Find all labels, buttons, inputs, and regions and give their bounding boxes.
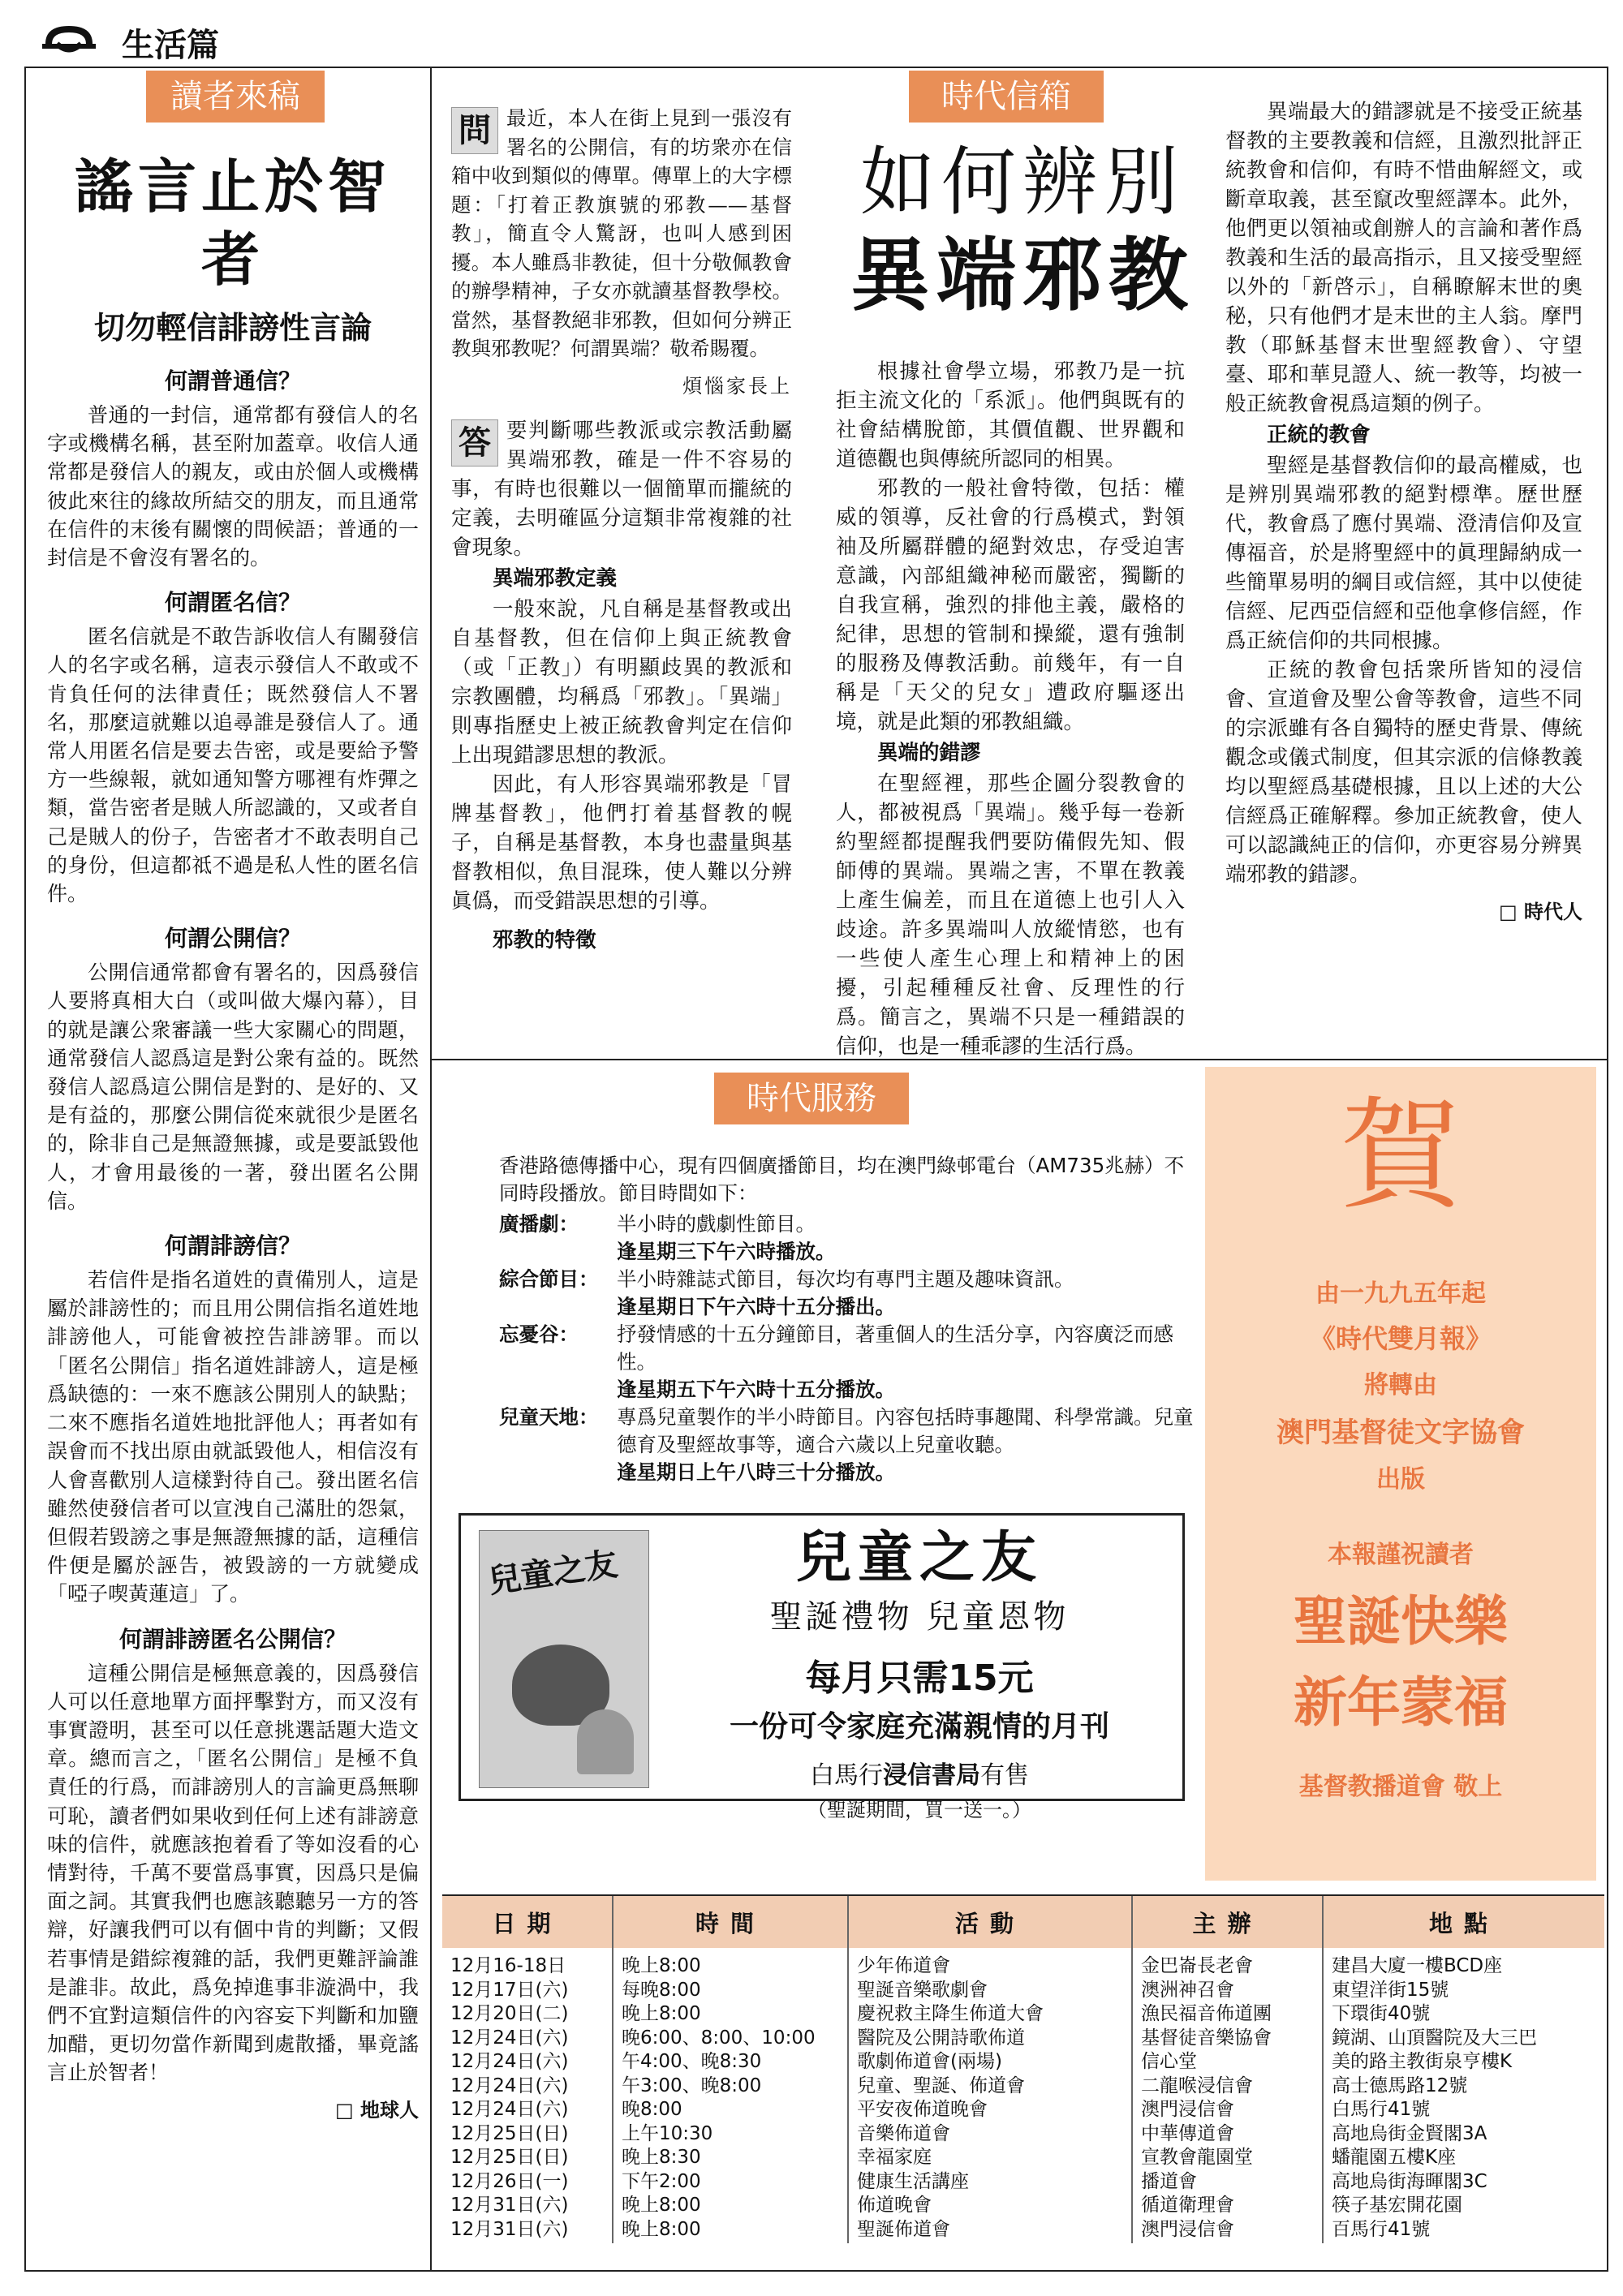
events-cell: 澳門浸信會 xyxy=(1141,2218,1234,2240)
events-cell: 高地烏街金賢閣3A xyxy=(1332,2122,1487,2144)
events-cell: 聖誕音樂歌劇會 xyxy=(857,1979,988,2001)
greeting-line5: 出版 xyxy=(1376,1465,1425,1494)
events-cell: 澳門浸信會 xyxy=(1141,2099,1234,2120)
program-description: 抒發情感的十五分鐘節目，著重個人的生活分享，內容廣泛而感性。 xyxy=(617,1322,1173,1374)
ad-slogan: 聖誕禮物 兒童恩物 xyxy=(769,1598,1070,1636)
greeting-line4: 澳門基督徒文字協會 xyxy=(1276,1417,1525,1449)
events-column-header: 時間 xyxy=(613,1896,848,1948)
section-logo-icon xyxy=(41,19,97,57)
program-row xyxy=(499,1266,1197,1293)
ad-seller-suffix: 有售 xyxy=(980,1761,1029,1790)
mailbox-col-1 xyxy=(451,104,792,957)
question-signature: 煩惱家長上 xyxy=(682,374,792,398)
events-cell: 高士德馬路12號 xyxy=(1332,2075,1468,2096)
mailbox-col-2 xyxy=(836,357,1185,1059)
mailbox-title-line1: 如何辨別 xyxy=(859,139,1185,226)
program-time: 逢星期日下午六時十五分播出。 xyxy=(617,1295,895,1318)
events-cell: 上午10:30 xyxy=(622,2122,713,2144)
events-cell: 漁民福音佈道團 xyxy=(1141,2003,1272,2024)
events-cell: 12月16-18日 xyxy=(450,1955,566,1976)
readers-question-heading: 何謂匿名信？ xyxy=(164,589,301,617)
greeting-char: 賀 xyxy=(1339,1086,1462,1227)
events-cell: 白馬行41號 xyxy=(1332,2099,1431,2120)
program-name: 綜合節目： xyxy=(499,1267,599,1291)
events-cell: 每晚8:00 xyxy=(622,1979,701,2001)
events-cell: 少年佈道會 xyxy=(857,1955,950,1976)
paragraph-definition-1: 一般來說，凡自稱是基督教或出自基督教，但在信仰上與正統教會（或「正教」）有明顯歧異的教派和宗教團體，均稱爲「邪教」。「異端」則專指歷史上被正統教會判定在信仰上出現錯謬思想的教派。 xyxy=(451,596,792,767)
events-cell: 晚上8:30 xyxy=(622,2147,701,2168)
program-time: 逢星期五下午六時十五分播放。 xyxy=(617,1378,895,1401)
program-time: 逢星期三下午六時播放。 xyxy=(617,1240,836,1263)
mailbox-title-block xyxy=(820,138,1225,325)
ad-seller-street: 白馬行 xyxy=(810,1761,883,1790)
events-cell: 聖誕佈道會 xyxy=(857,2218,950,2240)
heading-traits: 邪教的特徵 xyxy=(493,927,596,952)
events-cell: 12月24日(六) xyxy=(450,2075,569,2096)
events-cell: 晚上8:00 xyxy=(622,2003,701,2024)
events-cell: 澳洲神召會 xyxy=(1141,1979,1234,2001)
events-cell: 百馬行41號 xyxy=(1332,2218,1431,2240)
events-column xyxy=(442,1948,613,2243)
magazine-cover xyxy=(479,1530,649,1788)
readers-article xyxy=(47,150,419,2122)
events-cell: 高地烏街海暉閣3C xyxy=(1332,2170,1487,2192)
answer-intro: 要判斷哪些教派或宗教活動屬異端邪教，確是一件不容易的事，有時也很難以一個簡單而攏統的定義，去明確區分這類非常複雜的社會現象。 xyxy=(451,418,792,560)
events-column xyxy=(1132,1948,1323,2243)
question-mark-box: 問 xyxy=(451,107,498,154)
program-description: 專爲兒童製作的半小時節目。內容包括時事趣聞、科學常識。兒童德育及聖經故事等，適合六歲以上兒童收聽。 xyxy=(617,1405,1194,1456)
readers-subtitle: 切勿輕信誹謗性言論 xyxy=(93,310,372,346)
events-cell: 兒童、聖誕、佈道會 xyxy=(857,2075,1025,2096)
paragraph-errors-2: 異端最大的錯謬就是不接受正統基督教的主要教義和信經，且激烈批評正統教會和信仰，有時不惜曲解經文，或斷章取義，甚至竄改聖經譯本。此外，他們更以領袖或創辦人的言論和著作爲教義和生活的最高指示，且又接受聖經以外的「新啓示」，自稱瞭解末世的奧秘，只有他們才是末世的主人翁。摩門教（耶穌基督末世聖經教會）、守望臺、耶和華見證人、統一教等，均被一般正統教會視爲這類的例子。 xyxy=(1225,100,1582,416)
events-table-wrap xyxy=(442,1894,1604,2269)
section-title: 生活篇 xyxy=(122,27,219,64)
events-column-header: 地點 xyxy=(1323,1896,1604,1948)
events-cell: 金巴崙長老會 xyxy=(1141,1955,1253,1976)
events-cell: 12月24日(六) xyxy=(450,2099,569,2120)
ad-promo: （聖誕期間，買一送一。） xyxy=(807,1799,1031,1821)
events-cell: 筷子基宏開花園 xyxy=(1332,2195,1462,2216)
events-column xyxy=(1323,1948,1604,2243)
events-cell: 健康生活講座 xyxy=(857,2170,969,2192)
readers-label: 讀者來稿 xyxy=(146,71,325,123)
program-row xyxy=(499,1404,1197,1459)
events-cell: 建昌大廈一樓BCD座 xyxy=(1332,1955,1503,1976)
program-name: 廣播劇： xyxy=(499,1212,579,1236)
greeting-line2: 《時代雙月報》 xyxy=(1309,1323,1492,1354)
greeting-wish2: 新年蒙福 xyxy=(1294,1670,1508,1734)
readers-question-heading: 何謂誹謗匿名公開信？ xyxy=(118,1625,347,1653)
events-column-header: 主辦 xyxy=(1132,1896,1323,1948)
ad-box xyxy=(458,1513,1185,1821)
events-cell: 午3:00、晚8:00 xyxy=(622,2075,762,2096)
events-cell: 晚上8:00 xyxy=(622,2195,701,2216)
events-cell: 鏡湖、山頂醫院及大三巴 xyxy=(1332,2027,1537,2049)
greeting-box xyxy=(1205,1067,1596,1881)
events-cell: 平安夜佈道晚會 xyxy=(857,2099,988,2120)
events-cell: 12月26日(一) xyxy=(450,2170,569,2192)
events-cell: 晚上8:00 xyxy=(622,1955,701,1976)
mailbox-label: 時代信箱 xyxy=(909,71,1104,123)
ad-text xyxy=(664,1516,1175,1824)
program-description: 半小時雜誌式節目，每次均有專門主題及趣味資訊。 xyxy=(617,1267,1074,1291)
readers-question-heading: 何謂普通信？ xyxy=(164,368,301,394)
mailbox-col-3 xyxy=(1225,97,1582,924)
readers-body xyxy=(47,363,419,2087)
service-intro: 香港路德傳播中心，現有四個廣播節目，均在澳門綠邨電台（AM735兆赫）不同時段播放。節目時間如下： xyxy=(499,1154,1185,1205)
readers-signature: □ 地球人 xyxy=(334,2097,419,2122)
readers-paragraph: 這種公開信是極無意義的，因爲發信人可以任意地單方面抨擊對方，而又沒有事實證明，甚至可以任意挑選話題大造文章。總而言之，「匿名公開信」是極不負責任的行爲，而誹謗別人的言論更爲無聊可恥，讀者們如果收到任何上述有誹謗意味的信件，就應該抱着看了等如沒看的心情對待，千萬不要當爲事實，因爲只是偏面之詞。其實我們也應該聽聽另一方的答辯，好讓我們可以有個中肯的判斷；又假若事情是錯綜複雜的話，我們更難評論誰是誰非。故此，爲免掉進事非漩渦中，我們不宜對這類信件的內容妄下判斷和加鹽加醋，更切勿當作新聞到處散播，畢竟謠言止於智者！ xyxy=(47,1661,419,2085)
readers-paragraph: 若信件是指名道姓的責備別人，這是屬於誹謗性的；而且用公開信指名道姓地誹謗他人，可能會被控告誹謗罪。而以「匿名公開信」指名道姓誹謗人，這是極爲缺德的：一來不應該公開別人的缺點；二來不應指名道姓地批評他人；再者如有誤會而不找出原由就詆毀他人，相信沒有人會喜歡別人這樣對待自己。發出匿名信雖然使發信者可以宣洩自己滿肚的怨氣，但假若毀謗之事是無證無據的話，這種信件便是屬於誣告，被毀謗的一方就變成「啞子喫黃蓮這」了。 xyxy=(47,1268,419,1606)
ad-tagline: 一份可令家庭充滿親情的月刊 xyxy=(729,1710,1109,1743)
events-cell: 美的路主教街泉亨樓K xyxy=(1332,2051,1513,2072)
readers-question-heading: 何謂公開信？ xyxy=(164,925,301,952)
events-cell: 蟠龍園五樓K座 xyxy=(1332,2147,1457,2168)
events-cell: 晚上8:00 xyxy=(622,2218,701,2240)
greeting-from: 基督教播道會 敬上 xyxy=(1298,1773,1503,1801)
program-description: 半小時的戲劇性節目。 xyxy=(617,1212,816,1236)
events-cell: 醫院及公開詩歌佈道 xyxy=(857,2027,1025,2049)
ad-seller xyxy=(664,1756,1175,1796)
events-cell: 12月17日(六) xyxy=(450,1979,569,2001)
paragraph-definition-2: 因此，有人形容異端邪教是「冒牌基督教」，他們打着基督教的幌子，自稱是基督教，本身也盡量與基督教相似，魚目混珠，使人難以分辨眞僞，而受錯誤思想的引導。 xyxy=(451,772,792,914)
events-cell: 午4:00、晚8:30 xyxy=(622,2051,762,2072)
events-cell: 12月25日(日) xyxy=(450,2147,569,2168)
service-programs xyxy=(499,1210,1197,1486)
events-cell: 信心堂 xyxy=(1141,2051,1197,2072)
greeting-line1: 由一九九五年起 xyxy=(1315,1279,1486,1308)
events-cell: 下午2:00 xyxy=(622,2170,701,2192)
page-header xyxy=(41,18,284,64)
paragraph-church-1: 聖經是基督教信仰的最高權威，也是辨別異端邪教的絕對標準。歷世歷代，教會爲了應付異端、澄清信仰及宣傳福音，於是將聖經中的眞理歸納成一些簡單易明的綱目或信經，其中以使徒信經、尼西亞信經和亞他拿修信經，作爲正統信仰的共同根據。 xyxy=(1225,454,1582,653)
paragraph-errors-1: 在聖經裡，那些企圖分裂教會的人，都被視爲「異端」。幾乎每一卷新約聖經都提醒我們要防備假先知、假師傅的異端。異端之害，不單在教義上產生偏差，而且在道德上也引人入歧途。許多異端叫人放縱情慾，也有一些使人產生心理上和精神上的困擾，引起種種反社會、反理性的行爲。簡言之，異端不只是一種錯誤的信仰，也是一種乖謬的生活行爲。 xyxy=(836,772,1185,1059)
service-label: 時代服務 xyxy=(714,1073,909,1124)
ad-seller-name: 浸信書局 xyxy=(883,1761,980,1790)
events-cell: 宣教會龍園堂 xyxy=(1141,2147,1253,2168)
readers-paragraph: 普通的一封信，通常都有發信人的名字或機構名稱，甚至附加蓋章。收信人通常都是發信人的親友，或由於個人或機構彼此來往的緣故所結交的朋友，而且通常在信件的末後有關懷的問候語；普通的一封信是不會沒有署名的。 xyxy=(47,403,419,570)
ad-price: 每月只需15元 xyxy=(805,1658,1034,1699)
readers-paragraph: 公開信通常都會有署名的，因爲發信人要將真相大白（或叫做大爆內幕），目的就是讓公衆審議一些大家關心的問題，通常發信人認爲這是對公衆有益的。既然發信人認爲這公開信是對的、是好的、又是有益的，那麼公開信從來就很少是匿名的，除非自己是無證無據，或是要詆毀他人，才會用最後的一著，發出匿名公開信。 xyxy=(47,961,419,1213)
events-cell: 基督徒音樂協會 xyxy=(1141,2027,1272,2049)
column-divider xyxy=(430,67,432,2272)
events-column xyxy=(613,1948,848,2243)
events-cell: 晚8:00 xyxy=(622,2099,682,2120)
events-cell: 下環街40號 xyxy=(1332,2003,1431,2024)
events-cell: 慶祝救主降生佈道大會 xyxy=(857,2003,1044,2024)
heading-definition: 異端邪教定義 xyxy=(493,565,618,591)
events-cell: 12月24日(六) xyxy=(450,2027,569,2049)
events-cell: 二龍喉浸信會 xyxy=(1141,2075,1253,2096)
program-name: 忘憂谷： xyxy=(499,1322,579,1346)
events-column-header: 活動 xyxy=(848,1896,1132,1948)
program-time: 逢星期日上午八時三十分播放。 xyxy=(617,1460,895,1484)
service-block xyxy=(499,1152,1197,1486)
paragraph-traits-2: 邪教的一般社會特徵，包括：權威的領導，反社會的行爲模式，對領袖及所屬群體的絕對效忠，存受迫害意識，內部組織神秘而嚴密，獨斷的自我宣稱，強烈的排他主義，嚴格的紀律，思想的管制和操縱，還有強制的服務及傳教活動。前幾年，有一自稱是「天父的兒女」遭政府驅逐出境，就是此類的邪教組織。 xyxy=(836,476,1185,734)
program-name: 兒童天地： xyxy=(499,1405,599,1429)
events-cell: 播道會 xyxy=(1141,2170,1197,2192)
paragraph-church-2: 正統的教會包括衆所皆知的浸信會、宣道會及聖公會等教會，這些不同的宗派雖有各自獨特的歷史背景、傳統觀念或儀式制度，但其宗派的信條教義均以聖經爲基礎根據，且以上述的大公信經爲正確解釋。參加正統教會，使人可以認識純正的信仰，亦更容易分辨異端邪教的錯謬。 xyxy=(1225,658,1582,887)
events-cell: 幸福家庭 xyxy=(857,2147,932,2168)
events-cell: 12月24日(六) xyxy=(450,2051,569,2072)
heading-church: 正統的教會 xyxy=(1267,423,1371,447)
events-cell: 晚6:00、8:00、10:00 xyxy=(622,2027,816,2049)
readers-title: 謠言止於智者 xyxy=(74,152,391,294)
question-text: 最近，本人在街上見到一張沒有署名的公開信，有的坊衆亦在信箱中收到類似的傳單。傳單上的大字標題：「打着正教旗號的邪教——基督教」，簡直令人驚訝，也叫人感到困擾。本人雖爲非教徒，但十分敬佩教會的辦學精神，子女亦就讀基督教學校。當然，基督教絕非邪教，但如何分辨正教與邪教呢？何謂異端？敬希賜覆。 xyxy=(451,106,792,360)
greeting-line3: 將轉由 xyxy=(1364,1371,1437,1400)
events-cell: 12月31日(六) xyxy=(450,2218,569,2240)
mailbox-title-line2: 異端邪教 xyxy=(850,229,1195,322)
ad-title: 兒童之友 xyxy=(795,1526,1043,1590)
greeting-wish1: 聖誕快樂 xyxy=(1294,1589,1508,1653)
events-cell: 12月25日(日) xyxy=(450,2122,569,2144)
readers-question-heading: 何謂誹謗信？ xyxy=(164,1232,301,1260)
program-row xyxy=(499,1321,1197,1376)
events-cell: 音樂佈道會 xyxy=(857,2122,950,2144)
events-cell: 12月20日(二) xyxy=(450,2003,569,2024)
events-cell: 東望洋街15號 xyxy=(1332,1979,1449,2001)
greeting-line6: 本報謹祝讀者 xyxy=(1328,1541,1474,1569)
events-cell: 中華傳道會 xyxy=(1141,2122,1234,2144)
events-column xyxy=(848,1948,1132,2243)
answer-mark-box: 答 xyxy=(451,419,498,467)
events-cell: 佈道晚會 xyxy=(857,2195,932,2216)
events-cell: 12月31日(六) xyxy=(450,2195,569,2216)
program-row xyxy=(499,1210,1197,1238)
mailbox-signature: □ 時代人 xyxy=(1498,900,1582,923)
events-column-header: 日期 xyxy=(442,1896,613,1948)
heading-errors: 異端的錯謬 xyxy=(877,741,981,765)
paragraph-traits-1: 根據社會學立場，邪教乃是一抗拒主流文化的「系派」。他們與既有的社會結構脫節，其價值觀、世界觀和道德觀也與傳統所認同的相異。 xyxy=(836,359,1185,471)
cover-child-photo xyxy=(577,1709,634,1774)
readers-paragraph: 匿名信就是不敢告訴收信人有關發信人的名字或名稱，這表示發信人不敢或不肯負任何的法律責任；既然發信人不署名，那麼這就難以追尋誰是發信人了。通常人用匿名信是要去告密，或是要給予警方一些線報，就如通知警方哪裡有炸彈之類，當告密者是賊人所認識的，又或者自己是賊人的份子，告密者才不敢表明自己的身份，但這都祗不過是私人性的匿名信件。 xyxy=(47,625,419,906)
events-cell: 歌劇佈道會(兩場) xyxy=(857,2051,1002,2072)
events-table xyxy=(442,1896,1604,2243)
magazine-cover-title: 兒童之友 xyxy=(485,1545,620,1601)
events-cell: 循道衛理會 xyxy=(1141,2195,1234,2216)
